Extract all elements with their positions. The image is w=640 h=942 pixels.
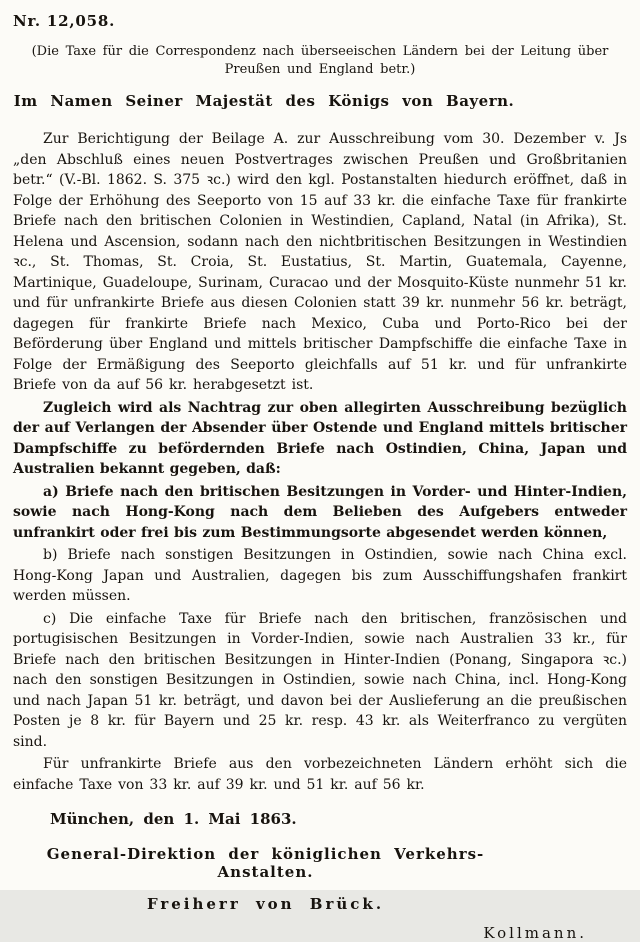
signature-block [13, 845, 518, 913]
paragraph-seeporto-erhoehung: Zur Berichtigung der Beilage A. zur Ausschreibung vom 30. Dezember v. Js „den Abschluß eines neuen Postvertrages zwischen Preußen und Großbritanien betr.“ (V.-Bl. 1862. S. 375 ꝛc.) wird den kgl. Postanstalten hiedurch eröffnet, daß in Folge der Erhöhung des Seeporto von 15 auf 33 kr. die einfache Taxe für frankirte Briefe nach den britischen Colonien in Westindien, Capland, Natal (in Afrika), St. Helena und Ascension, sodann nach den nichtbritischen Besitzungen in Westindien ꝛc., St. Thomas, St. Croia, St. Eustatius, St. Martin, Guatemala, Cayenne, Martinique, Guadeloupe, Surinam, Curacao und der Mosquito-Küste nunmehr 51 kr. und für unfrankirte Briefe aus diesen Colonien statt 39 kr. nunmehr 56 kr. beträgt, dagegen für frankirte Briefe nach Mexico, Cuba und Porto-Rico bei der Beförderung über England und mittels britischer Dampfschiffe die einfache Taxe in Folge der Ermäßigung des Seeporto gleichfalls auf 51 kr. und für unfrankirte Briefe von da auf 56 kr. herabgesetzt ist. [13, 131, 627, 393]
subject-note: (Die Taxe für die Correspondenz nach überseeischen Ländern bei der Leitung über Preußen und England betr.) [31, 44, 609, 77]
list-item-b: b) Briefe nach sonstigen Besitzungen in Ostindien, sowie nach China excl. Hong-Kong Japan und Australien, dagegen bis zum Ausschiffungshafen frankirt werden müssen. [13, 547, 627, 604]
signature-authority: General-Direktion der königlichen Verkehrs-Anstalten. [46, 845, 485, 881]
paragraph-unfrankirte-erhoehung: Für unfrankirte Briefe aus den vorbezeichneten Ländern erhöht sich die einfache Taxe von 33 kr. auf 39 kr. und 51 kr. auf 56 kr. [13, 756, 627, 793]
list-item-a: a) Briefe nach den britischen Besitzungen in Vorder- und Hinter-Indien, sowie nach Hong-Kong nach dem Belieben des Aufgebers entweder unfrankirt oder frei bis zum Bestimmungsorte abgesendet werden können, [13, 483, 627, 541]
list-item-c: c) Die einfache Taxe für Briefe nach den britischen, französischen und portugisischen Besitzungen in Vorder-Indien, sowie nach Australien 33 kr., für Briefe nach den britischen Besitzungen in Hinter-Indien (Ponang, Singapora ꝛc.) nach den sonstigen Besitzungen in Ostindien, sowie nach China, incl. Hong-Kong und nach Japan 51 kr. beträgt, und davon bei der Auslieferung an die preußischen Posten je 8 kr. für Bayern und 25 kr. resp. 43 kr. als Weiterfranco zu vergüten sind. [13, 610, 627, 750]
royal-proclamation-heading: Im Namen Seiner Majestät des Königs von Bayern. [13, 92, 515, 110]
paragraph-nachtrag-einleitung: Zugleich wird als Nachtrag zur oben allegirten Ausschreibung bezüglich der auf Verlangen der Absender über Ostende und England mittels britischer Dampfschiffe zu befördernden Briefe nach Ostindien, China, Japan und Australien bekannt gegeben, daß: [13, 399, 627, 477]
document-body [13, 129, 627, 795]
document-number: Nr. 12,058. [13, 12, 116, 30]
place-date-line: München, den 1. Mai 1863. [50, 810, 297, 828]
signature-countersigner: Kollmann. [483, 924, 587, 942]
signature-signer: Freiherr von Brück. [146, 895, 385, 913]
